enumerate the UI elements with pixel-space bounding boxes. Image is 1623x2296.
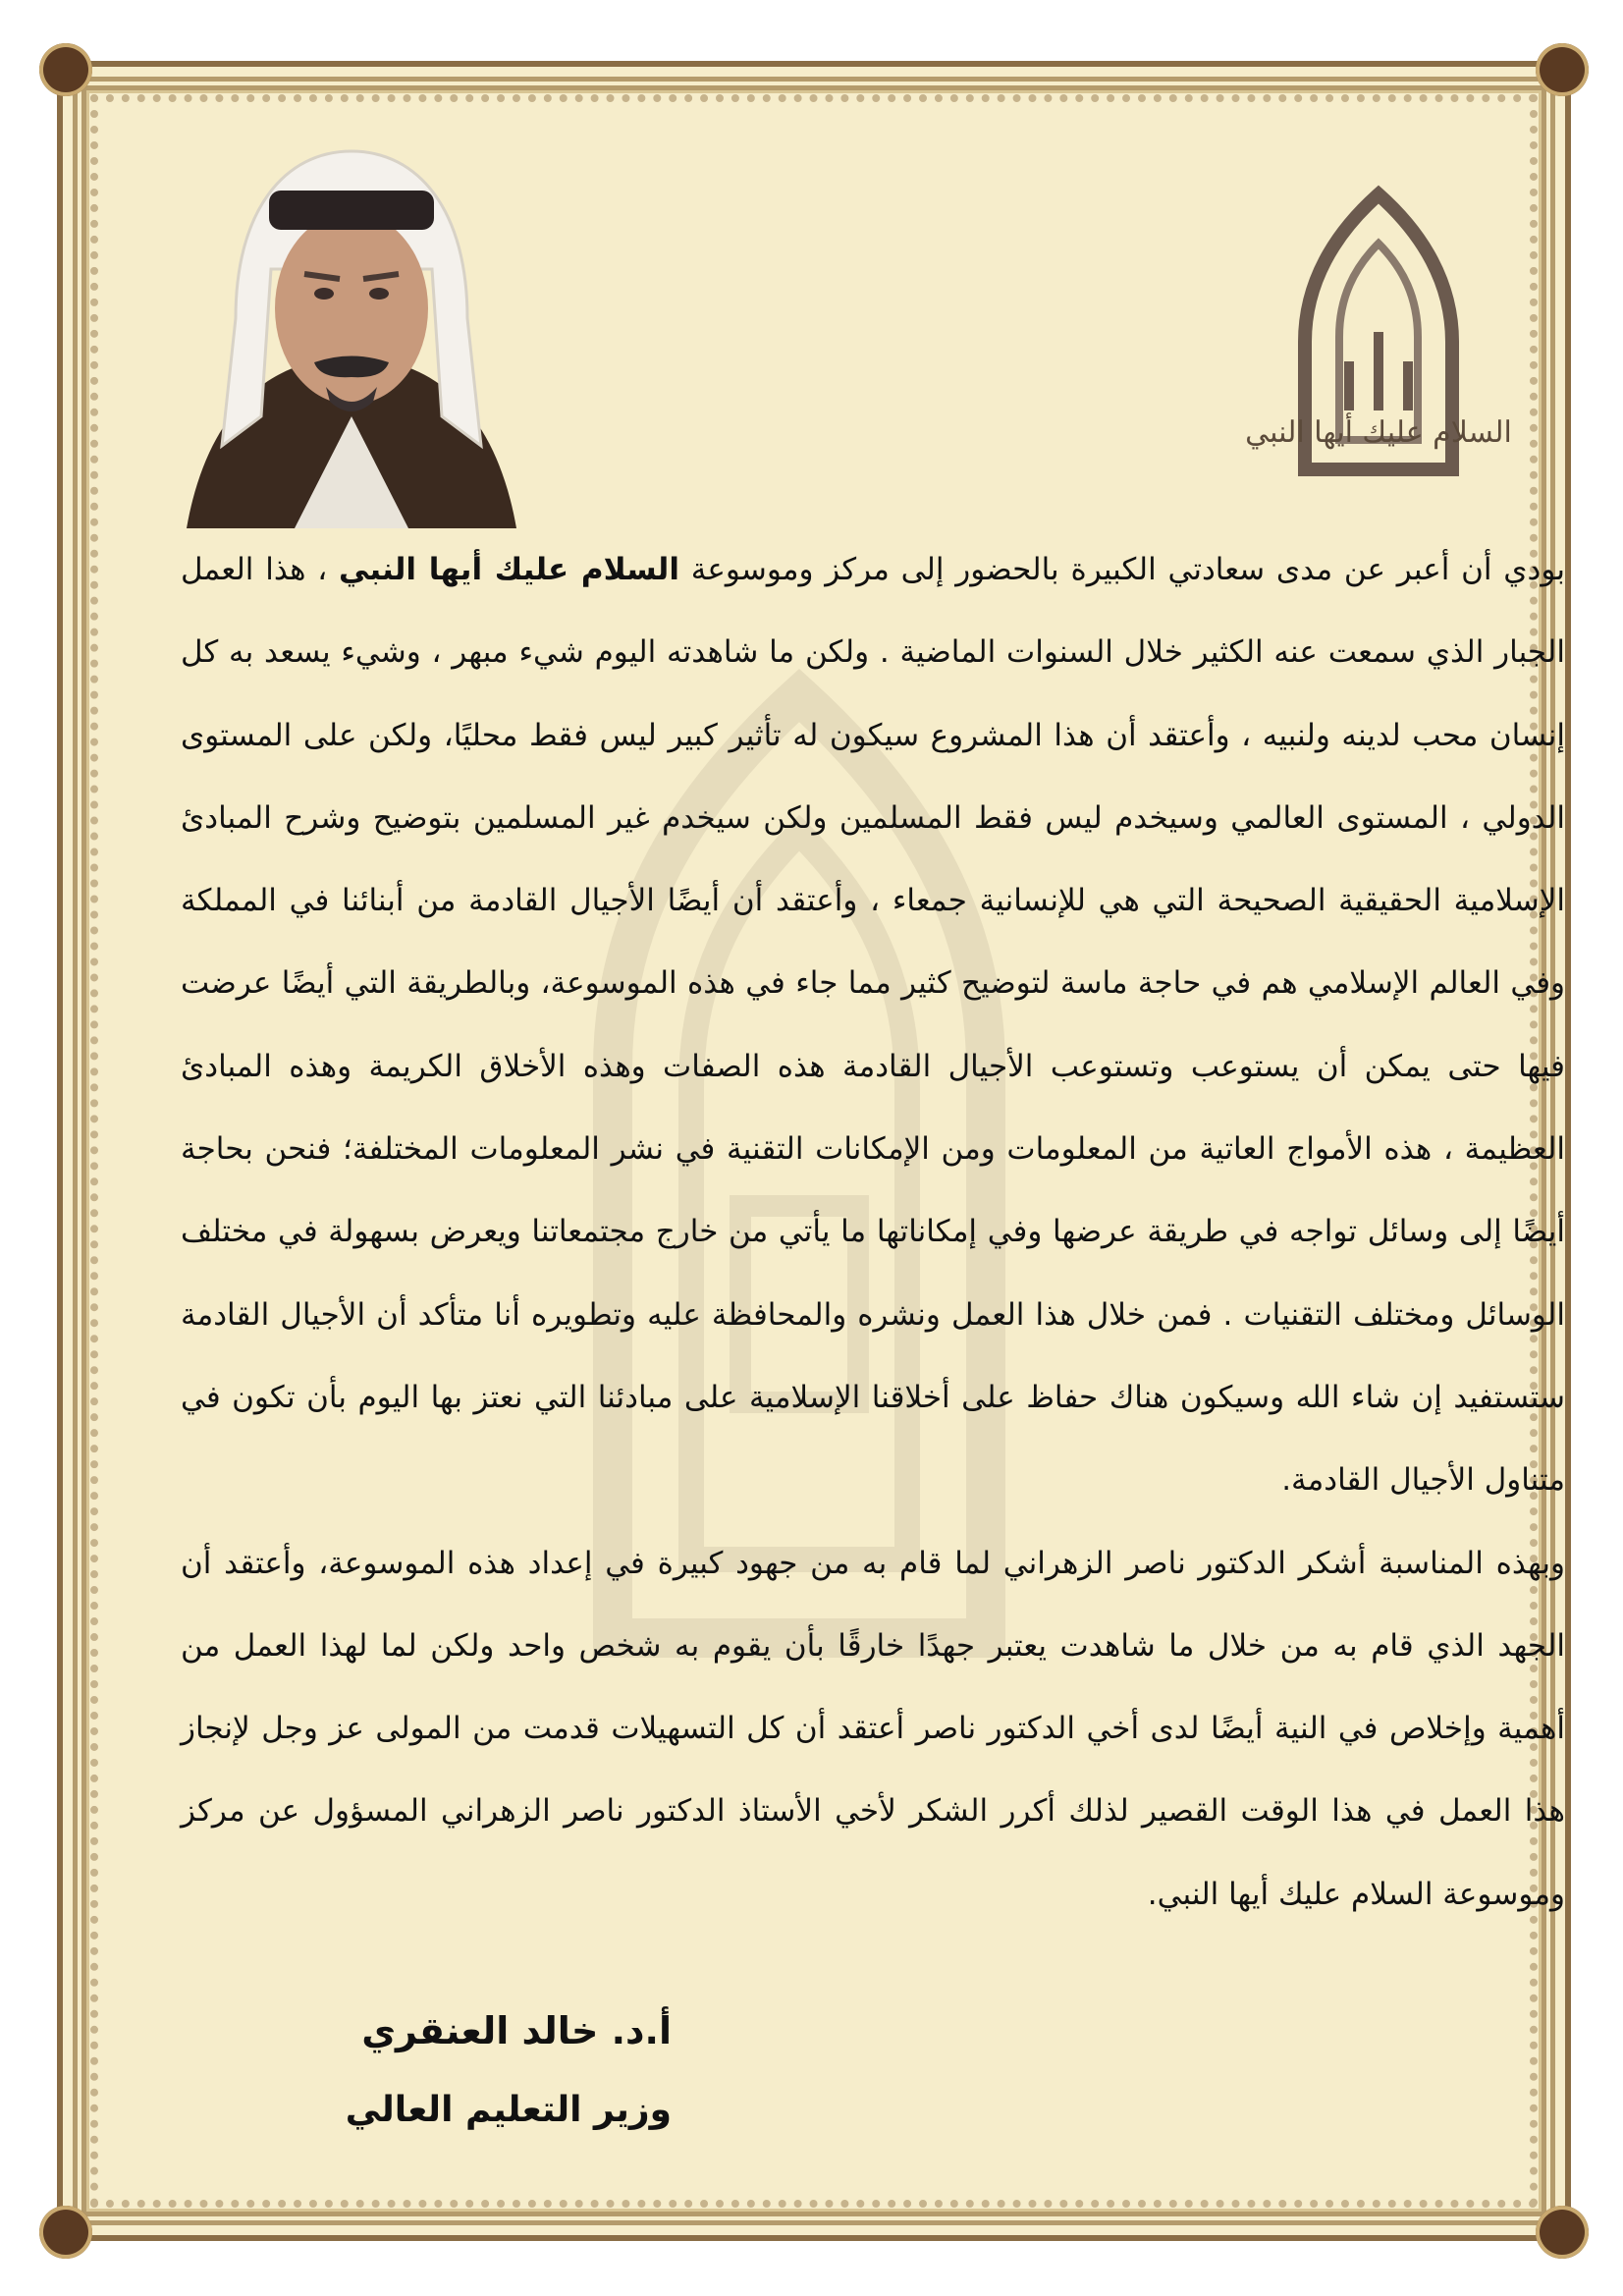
encyclopedia-name: السلام عليك أيها النبي (339, 552, 679, 587)
signature-title: وزير التعليم العالي (345, 2090, 672, 2130)
corner-ornament-icon (39, 43, 92, 96)
letter-paragraph-2: وبهذه المناسبة أشكر الدكتور ناصر الزهراني لما قام به من جهود كبيرة في إعداد هذه الموسوعة، وأعتقد أن الجهد الذي قام به من خلال ما شاهدت يعتبر جهدًا خارقًا بأن يقوم به شخص واحد ولكن لما لهذا العمل من أهمية وإخلاص في النية أيضًا لدى أخي الدكتور ناصر أعتقد أن كل التسهيلات قدمت من المولى عز وجل لإنجاز هذا العمل في هذا الوقت القصير لذلك أكرر الشكر لأخي الأستاذ الدكتور ناصر الزهراني المسؤول عن مركز وموسوعة السلام عليك أيها النبي. (181, 1545, 1565, 1912)
corner-ornament-icon (1536, 43, 1589, 96)
letter-paragraph-1 (181, 528, 1565, 1522)
signature-name: أ.د. خالد العنقري (361, 2009, 672, 2052)
logo-caption: السلام عليك أيها النبي (1245, 415, 1512, 450)
corner-ornament-icon (39, 2206, 92, 2259)
corner-ornament-icon (1536, 2206, 1589, 2259)
letter-body (181, 528, 1565, 1936)
paragraph-1-rest: ، هذا العمل الجبار الذي سمعت عنه الكثير خلال السنوات الماضية . ولكن ما شاهدته اليوم شيء مبهر ، وشيء يسعد به كل إنسان محب لدينه ولنبيه ، وأعتقد أن هذا المشروع سيكون له تأثير كبير ليس فقط محليًا، ولكن على المستوى الدولي ، المستوى العالمي وسيخدم ليس فقط المسلمين ولكن سيخدم غير المسلمين بتوضيح وشرح المبادئ الإسلامية الحقيقية الصحيحة التي هي للإنسانية جمعاء ، وأعتقد أن أيضًا الأجيال القادمة من أبنائنا في المملكة وفي العالم الإسلامي هم في حاجة ماسة لتوضيح كثير مما جاء في هذه الموسوعة، وبالطريقة التي أيضًا عرضت فيها حتى يمكن أن يستوعب وتستوعب الأجيال القادمة هذه الصفات وهذه الأخلاق الكريمة وهذه المبادئ العظيمة ، هذه الأمواج العاتية من المعلومات ومن الإمكانات التقنية في نشر المعلومات المختلفة؛ فنحن بحاجة أيضًا إلى وسائل تواجه في طريقة عرضها وفي إمكاناتها ما يأتي من خارج مجتمعاتنا ويعرض بسهولة في مختلف الوسائل ومختلف التقنيات . فمن خلال هذا العمل ونشره والمحافظة عليه وتطويره أنا متأكد أن الأجيال القادمة ستستفيد إن شاء الله وسيكون هناك حفاظ على أخلاقنا الإسلامية على مبادئنا التي نعتز بها اليوم بأن تكون في متناول الأجيال القادمة. (181, 552, 1565, 1499)
letter-page (57, 61, 1571, 2241)
portrait-photo-icon (147, 122, 556, 528)
paragraph-1-lead: بودي أن أعبر عن مدى سعادتي الكبيرة بالحضور إلى مركز وموسوعة (678, 552, 1565, 587)
